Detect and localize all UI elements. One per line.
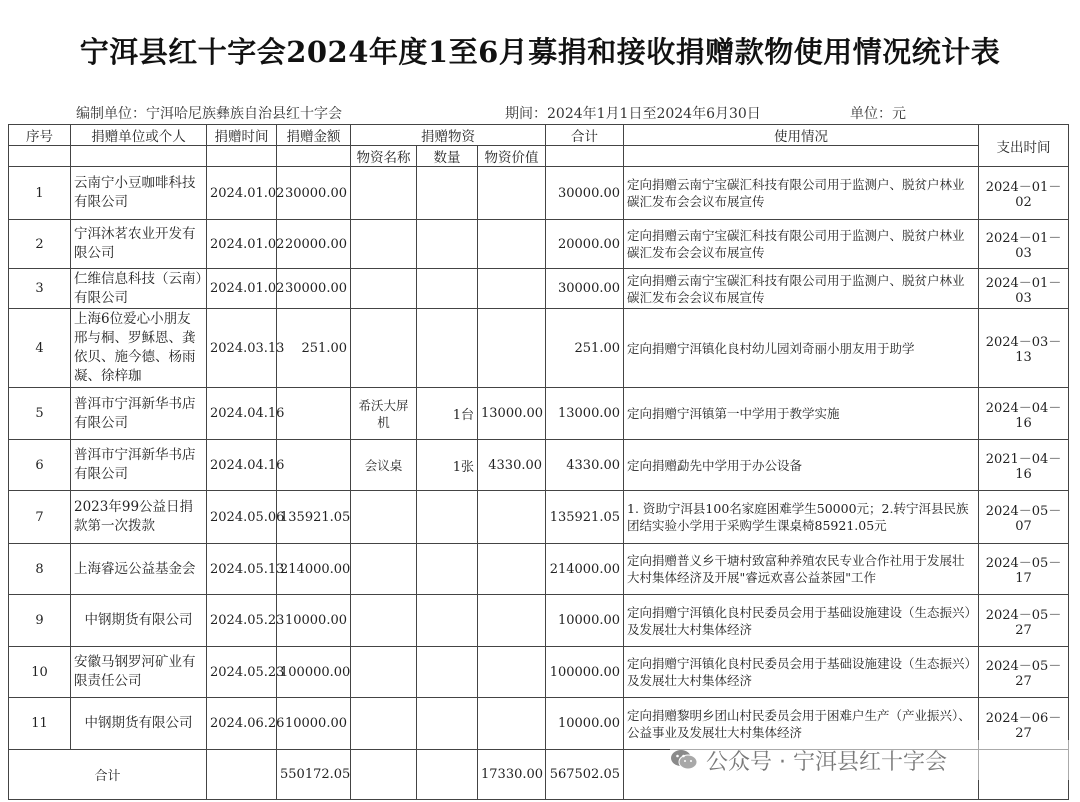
totals-total: 567502.05 bbox=[546, 750, 624, 800]
row-date: 2024.04.16 bbox=[207, 388, 277, 440]
row-amount: 135921.05 bbox=[277, 491, 351, 544]
header-goods-value: 物资价值 bbox=[478, 146, 546, 167]
row-date: 2024.05.23 bbox=[207, 595, 277, 647]
header-usage: 使用情况 bbox=[624, 125, 979, 146]
row-qty bbox=[417, 269, 478, 309]
row-goods-name bbox=[351, 269, 417, 309]
row-usage: 定向捐赠云南宁宝碳汇科技有限公司用于监测户、脱贫户林业碳汇发布会会议布展宣传 bbox=[624, 220, 979, 269]
table-row bbox=[9, 647, 1069, 698]
table-row bbox=[9, 388, 1069, 440]
row-usage: 1. 资助宁洱县100名家庭困难学生50000元；2.转宁洱县民族团结实验小学用于采购学生课桌椅85921.05元 bbox=[624, 491, 979, 544]
row-goods-value bbox=[478, 309, 546, 388]
header-qty: 数量 bbox=[417, 146, 478, 167]
page-title: 宁洱县红十字会2024年度1至6月募捐和接收捐赠款物使用情况统计表 bbox=[79, 35, 1001, 69]
row-donor: 上海6位爱心小朋友邢与桐、罗稣恩、龚依贝、施今德、杨雨凝、徐梓珈 bbox=[71, 309, 207, 388]
header-pay-date: 支出时间 bbox=[979, 125, 1069, 167]
row-pay-date: 2024－01－03 bbox=[979, 220, 1069, 269]
row-amount bbox=[277, 388, 351, 440]
row-amount: 10000.00 bbox=[277, 595, 351, 647]
row-seq: 5 bbox=[9, 388, 71, 440]
row-pay-date: 2024－01－02 bbox=[979, 167, 1069, 220]
header-donor: 捐赠单位或个人 bbox=[71, 125, 207, 146]
row-amount: 30000.00 bbox=[277, 269, 351, 309]
watermark bbox=[670, 740, 1070, 780]
row-amount: 20000.00 bbox=[277, 220, 351, 269]
row-pay-date: 2021－04－16 bbox=[979, 440, 1069, 491]
totals-blank bbox=[351, 750, 417, 800]
row-goods-value bbox=[478, 269, 546, 309]
row-seq: 11 bbox=[9, 698, 71, 750]
unit-label: 单位：元 bbox=[850, 106, 906, 122]
table-row bbox=[9, 595, 1069, 647]
row-amount: 100000.00 bbox=[277, 647, 351, 698]
watermark-text: 公众号 · 宁洱县红十字会 bbox=[706, 749, 947, 775]
header-goods: 捐赠物资 bbox=[351, 125, 546, 146]
row-total: 135921.05 bbox=[546, 491, 624, 544]
row-date: 2024.05.06 bbox=[207, 491, 277, 544]
header-total: 合计 bbox=[546, 125, 624, 146]
row-donor: 仁维信息科技（云南）有限公司 bbox=[71, 269, 207, 309]
row-amount: 10000.00 bbox=[277, 698, 351, 750]
row-donor: 上海睿远公益基金会 bbox=[71, 544, 207, 595]
row-usage: 定向捐赠勐先中学用于办公设备 bbox=[624, 440, 979, 491]
row-qty: 1张 bbox=[417, 440, 478, 491]
row-date: 2024.05.13 bbox=[207, 544, 277, 595]
row-seq: 10 bbox=[9, 647, 71, 698]
subheader-blank bbox=[624, 146, 979, 167]
row-goods-name bbox=[351, 491, 417, 544]
row-date: 2024.04.16 bbox=[207, 440, 277, 491]
row-seq: 9 bbox=[9, 595, 71, 647]
table-row bbox=[9, 544, 1069, 595]
row-pay-date: 2024－06－27 bbox=[979, 698, 1069, 750]
table-row bbox=[9, 167, 1069, 220]
row-goods-name bbox=[351, 167, 417, 220]
totals-goods-value: 17330.00 bbox=[478, 750, 546, 800]
row-total: 30000.00 bbox=[546, 167, 624, 220]
row-qty bbox=[417, 309, 478, 388]
row-seq: 3 bbox=[9, 269, 71, 309]
row-donor: 中钢期货有限公司 bbox=[71, 698, 207, 750]
row-pay-date: 2024－01－03 bbox=[979, 269, 1069, 309]
period-label: 期间：2024年1月1日至2024年6月30日 bbox=[505, 106, 761, 122]
row-total: 20000.00 bbox=[546, 220, 624, 269]
row-goods-name bbox=[351, 647, 417, 698]
row-usage: 定向捐赠云南宁宝碳汇科技有限公司用于监测户、脱贫户林业碳汇发布会会议布展宣传 bbox=[624, 167, 979, 220]
totals-blank bbox=[417, 750, 478, 800]
row-goods-name bbox=[351, 698, 417, 750]
row-date: 2024.01.02 bbox=[207, 269, 277, 309]
row-goods-value bbox=[478, 595, 546, 647]
row-goods-value bbox=[478, 647, 546, 698]
row-donor: 普洱市宁洱新华书店有限公司 bbox=[71, 440, 207, 491]
row-amount bbox=[277, 440, 351, 491]
row-donor: 中钢期货有限公司 bbox=[71, 595, 207, 647]
row-total: 4330.00 bbox=[546, 440, 624, 491]
header-goods-name: 物资名称 bbox=[351, 146, 417, 167]
row-seq: 7 bbox=[9, 491, 71, 544]
row-amount: 30000.00 bbox=[277, 167, 351, 220]
row-pay-date: 2024－05－27 bbox=[979, 647, 1069, 698]
row-goods-name bbox=[351, 544, 417, 595]
row-seq: 4 bbox=[9, 309, 71, 388]
row-seq: 6 bbox=[9, 440, 71, 491]
row-total: 10000.00 bbox=[546, 595, 624, 647]
row-total: 100000.00 bbox=[546, 647, 624, 698]
row-usage: 定向捐赠宁洱镇化良村幼儿园刘奇丽小朋友用于助学 bbox=[624, 309, 979, 388]
row-total: 13000.00 bbox=[546, 388, 624, 440]
statistics-table bbox=[8, 124, 1069, 800]
row-total: 214000.00 bbox=[546, 544, 624, 595]
row-goods-name bbox=[351, 220, 417, 269]
wechat-icon bbox=[670, 748, 698, 772]
row-qty: 1台 bbox=[417, 388, 478, 440]
row-date: 2024.03.13 bbox=[207, 309, 277, 388]
row-qty bbox=[417, 595, 478, 647]
row-qty bbox=[417, 491, 478, 544]
row-qty bbox=[417, 544, 478, 595]
row-donor: 普洱市宁洱新华书店有限公司 bbox=[71, 388, 207, 440]
row-usage: 定向捐赠宁洱镇第一中学用于教学实施 bbox=[624, 388, 979, 440]
row-donor: 宁洱沐茗农业开发有限公司 bbox=[71, 220, 207, 269]
row-donor: 云南宁小豆咖啡科技有限公司 bbox=[71, 167, 207, 220]
row-qty bbox=[417, 167, 478, 220]
table-row bbox=[9, 440, 1069, 491]
row-pay-date: 2024－04－16 bbox=[979, 388, 1069, 440]
row-pay-date: 2024－05－27 bbox=[979, 595, 1069, 647]
row-goods-value bbox=[478, 544, 546, 595]
table-row bbox=[9, 220, 1069, 269]
row-usage: 定向捐赠宁洱镇化良村民委员会用于基础设施建设（生态振兴）及发展壮大村集体经济 bbox=[624, 595, 979, 647]
row-usage: 定向捐赠普义乡干塘村致富种养殖农民专业合作社用于发展壮大村集体经济及开展"睿远欢喜公益茶园"工作 bbox=[624, 544, 979, 595]
row-donor: 2023年99公益日捐款第一次拨款 bbox=[71, 491, 207, 544]
row-goods-name bbox=[351, 595, 417, 647]
row-goods-value bbox=[478, 698, 546, 750]
header-row bbox=[9, 125, 1069, 146]
row-total: 10000.00 bbox=[546, 698, 624, 750]
row-amount: 214000.00 bbox=[277, 544, 351, 595]
row-qty bbox=[417, 220, 478, 269]
subheader-blank bbox=[71, 146, 207, 167]
row-seq: 2 bbox=[9, 220, 71, 269]
row-qty bbox=[417, 698, 478, 750]
subheader-blank bbox=[546, 146, 624, 167]
row-donor: 安徽马钢罗河矿业有限责任公司 bbox=[71, 647, 207, 698]
row-date: 2024.01.02 bbox=[207, 167, 277, 220]
row-total: 30000.00 bbox=[546, 269, 624, 309]
row-pay-date: 2024－05－17 bbox=[979, 544, 1069, 595]
row-pay-date: 2024－03－13 bbox=[979, 309, 1069, 388]
row-usage: 定向捐赠宁洱镇化良村民委员会用于基础设施建设（生态振兴）及发展壮大村集体经济 bbox=[624, 647, 979, 698]
header-seq: 序号 bbox=[9, 125, 71, 146]
totals-amount: 550172.05 bbox=[277, 750, 351, 800]
row-goods-name bbox=[351, 309, 417, 388]
subheader-blank bbox=[277, 146, 351, 167]
row-date: 2024.06.26 bbox=[207, 698, 277, 750]
row-date: 2024.05.23 bbox=[207, 647, 277, 698]
header-amount: 捐赠金额 bbox=[277, 125, 351, 146]
row-seq: 8 bbox=[9, 544, 71, 595]
org-label: 编制单位：宁洱哈尼族彝族自治县红十字会 bbox=[76, 106, 342, 122]
row-total: 251.00 bbox=[546, 309, 624, 388]
row-goods-value: 13000.00 bbox=[478, 388, 546, 440]
row-goods-value bbox=[478, 220, 546, 269]
row-goods-value bbox=[478, 167, 546, 220]
subheader-blank bbox=[207, 146, 277, 167]
subheader-blank bbox=[9, 146, 71, 167]
header-date: 捐赠时间 bbox=[207, 125, 277, 146]
row-goods-name: 会议桌 bbox=[351, 440, 417, 491]
table-row bbox=[9, 491, 1069, 544]
row-seq: 1 bbox=[9, 167, 71, 220]
row-qty bbox=[417, 647, 478, 698]
row-goods-value bbox=[478, 491, 546, 544]
table-row bbox=[9, 269, 1069, 309]
subheader-row bbox=[9, 146, 1069, 167]
row-date: 2024.01.02 bbox=[207, 220, 277, 269]
totals-label: 合计 bbox=[9, 750, 207, 800]
row-goods-value: 4330.00 bbox=[478, 440, 546, 491]
row-pay-date: 2024－05－07 bbox=[979, 491, 1069, 544]
row-usage: 定向捐赠云南宁宝碳汇科技有限公司用于监测户、脱贫户林业碳汇发布会会议布展宣传 bbox=[624, 269, 979, 309]
row-amount: 251.00 bbox=[277, 309, 351, 388]
table-row bbox=[9, 309, 1069, 388]
row-usage: 定向捐赠黎明乡团山村民委员会用于困难户生产（产业振兴）、公益事业及发展壮大村集体经济 bbox=[624, 698, 979, 750]
totals-blank bbox=[207, 750, 277, 800]
row-goods-name: 希沃大屏机 bbox=[351, 388, 417, 440]
